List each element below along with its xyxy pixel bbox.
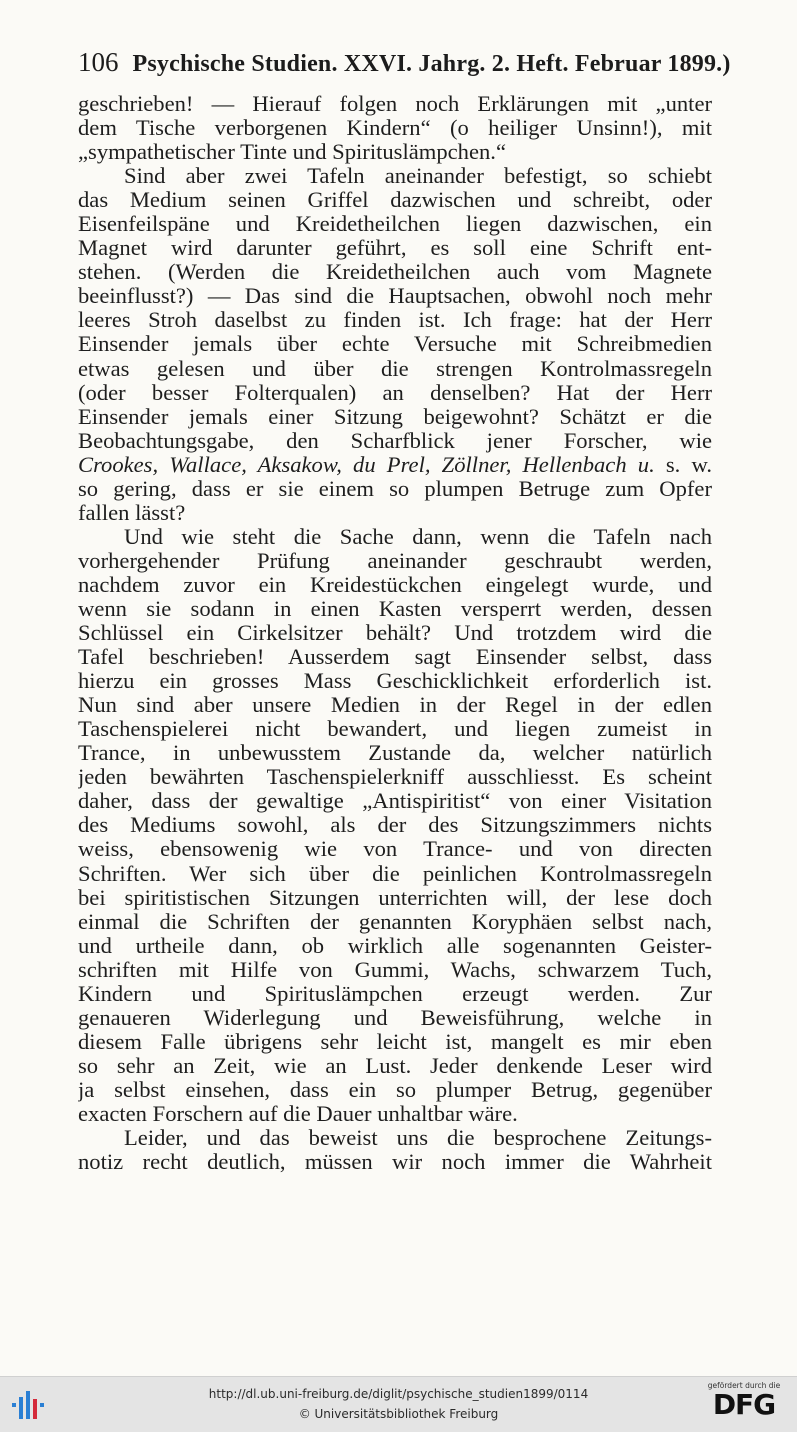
dfg-logo-mark: DFG	[712, 1388, 776, 1421]
text-line: Einsender jemals über echte Versuche mit Schreibmedien	[78, 332, 712, 357]
text-line: Tafel beschrieben! Ausserdem sagt Einsender selbst, dass	[78, 645, 712, 670]
text-line: diesem Falle übrigens sehr leicht ist, mangelt es mir eben	[78, 1029, 712, 1054]
text-line: so sehr an Zeit, wie an Lust. Jeder denkende Leser wird	[78, 1053, 712, 1078]
text-line: Beobachtungsgabe, den Scharfblick jener Forscher, wie	[78, 428, 712, 453]
text-line: einmal die Schriften der genannten Koryphäen selbst nach,	[78, 909, 712, 934]
text-line: wenn sie sodann in einen Kasten versperrt werden, dessen	[78, 596, 712, 621]
page-number: 106	[78, 47, 119, 77]
text-line: hierzu ein grosses Mass Geschicklichkeit erforderlich ist.	[78, 669, 712, 694]
text-line: und urtheile dann, ob wirklich alle sogenannten Geister-	[78, 933, 712, 958]
dfg-caption: gefördert durch die	[707, 1381, 781, 1390]
text-line: Schlüssel ein Cirkelsitzer behält? Und trotzdem wird die	[78, 621, 712, 646]
text-line: beeinflusst?) — Das sind die Hauptsachen, obwohl noch mehr	[78, 284, 712, 309]
text-line: notiz recht deutlich, müssen wir noch immer die Wahrheit	[78, 1150, 712, 1175]
body-text	[78, 92, 712, 1174]
text-line: geschrieben! — Hierauf folgen noch Erklärungen mit „unter	[78, 92, 712, 116]
text-line: schriften mit Hilfe von Gummi, Wachs, schwarzem Tuch,	[78, 957, 712, 982]
page-header	[78, 47, 731, 81]
text-line: des Mediums sowohl, als der des Sitzungszimmers nichts	[78, 813, 712, 838]
text-line: das Medium seinen Griffel dazwischen und schreibt, oder	[78, 188, 712, 213]
text-line: (oder besser Folterqualen) an denselben? Hat der Herr	[78, 380, 712, 405]
text-line: Crookes, Wallace, Aksakow, du Prel, Zöllner, Hellenbach u. s. w.	[78, 452, 712, 477]
text-line: daher, dass der gewaltige „Antispiritist“ von einer Visitation	[78, 789, 712, 814]
text-line: Nun sind aber unsere Medien in der Regel in der edlen	[78, 693, 712, 718]
dfg-logo	[701, 1381, 787, 1429]
text-line: jeden bewährten Taschenspielerkniff ausschliesst. Es scheint	[78, 765, 712, 790]
text-line: bei spiritistischen Sitzungen unterrichten will, der lese doch	[78, 885, 712, 910]
text-line: nachdem zuvor ein Kreidestückchen eingelegt wurde, und	[78, 572, 712, 597]
text-line: Sind aber zwei Tafeln aneinander befestigt, so schiebt	[124, 164, 712, 189]
text-line: Eisenfeilspäne und Kreidetheilchen liegen dazwischen, ein	[78, 212, 712, 237]
text-line: weiss, ebensowenig wie von Trance- und von directen	[78, 837, 712, 862]
text-line: Einsender jemals einer Sitzung beigewohnt? Schätzt er die	[78, 404, 712, 429]
text-line: „sympathetischer Tinte und Spirituslämpchen.“	[78, 140, 506, 165]
running-title: Psychische Studien. XXVI. Jahrg. 2. Heft. Februar 1899.)	[132, 51, 731, 77]
text-line: Schriften. Wer sich über die peinlichen Kontrolmassregeln	[78, 861, 712, 886]
text-line: Kindern und Spirituslämpchen erzeugt werden. Zur	[78, 981, 712, 1006]
text-line: so gering, dass er sie einem so plumpen Betruge zum Opfer	[78, 476, 712, 501]
text-line: Und wie steht die Sache dann, wenn die Tafeln nach	[124, 524, 712, 549]
text-line: Magnet wird darunter geführt, es soll eine Schrift ent-	[78, 236, 712, 261]
text-line: genaueren Widerlegung und Beweisführung, welche in	[78, 1005, 712, 1030]
text-line: ja selbst einsehen, dass ein so plumper Betrug, gegenüber	[78, 1077, 712, 1102]
text-line: etwas gelesen und über die strengen Kontrolmassregeln	[78, 356, 712, 381]
text-line: Leider, und das beweist uns die besprochene Zeitungs-	[124, 1126, 712, 1151]
text-line: leeres Stroh daselbst zu finden ist. Ich frage: hat der Herr	[78, 308, 712, 333]
viewer-footer	[0, 1376, 797, 1432]
text-line: vorhergehender Prüfung aneinander geschraubt werden,	[78, 548, 712, 573]
text-line: Taschenspielerei nicht bewandert, und liegen zumeist in	[78, 717, 712, 742]
text-line: stehen. (Werden die Kreidetheilchen auch vom Magnete	[78, 260, 712, 285]
text-line: Trance, in unbewusstem Zustande da, welcher natürlich	[78, 741, 712, 766]
text-line: exacten Forschern auf die Dauer unhaltbar wäre.	[78, 1101, 518, 1126]
copyright-notice: © Universitätsbibliothek Freiburg	[298, 1407, 499, 1421]
text-line: fallen lässt?	[78, 500, 186, 525]
source-url[interactable]: http://dl.ub.uni-freiburg.de/diglit/psychische_studien1899/0114	[208, 1387, 589, 1401]
text-line: dem Tische verborgenen Kindern“ (o heiliger Unsinn!), mit	[78, 116, 712, 141]
